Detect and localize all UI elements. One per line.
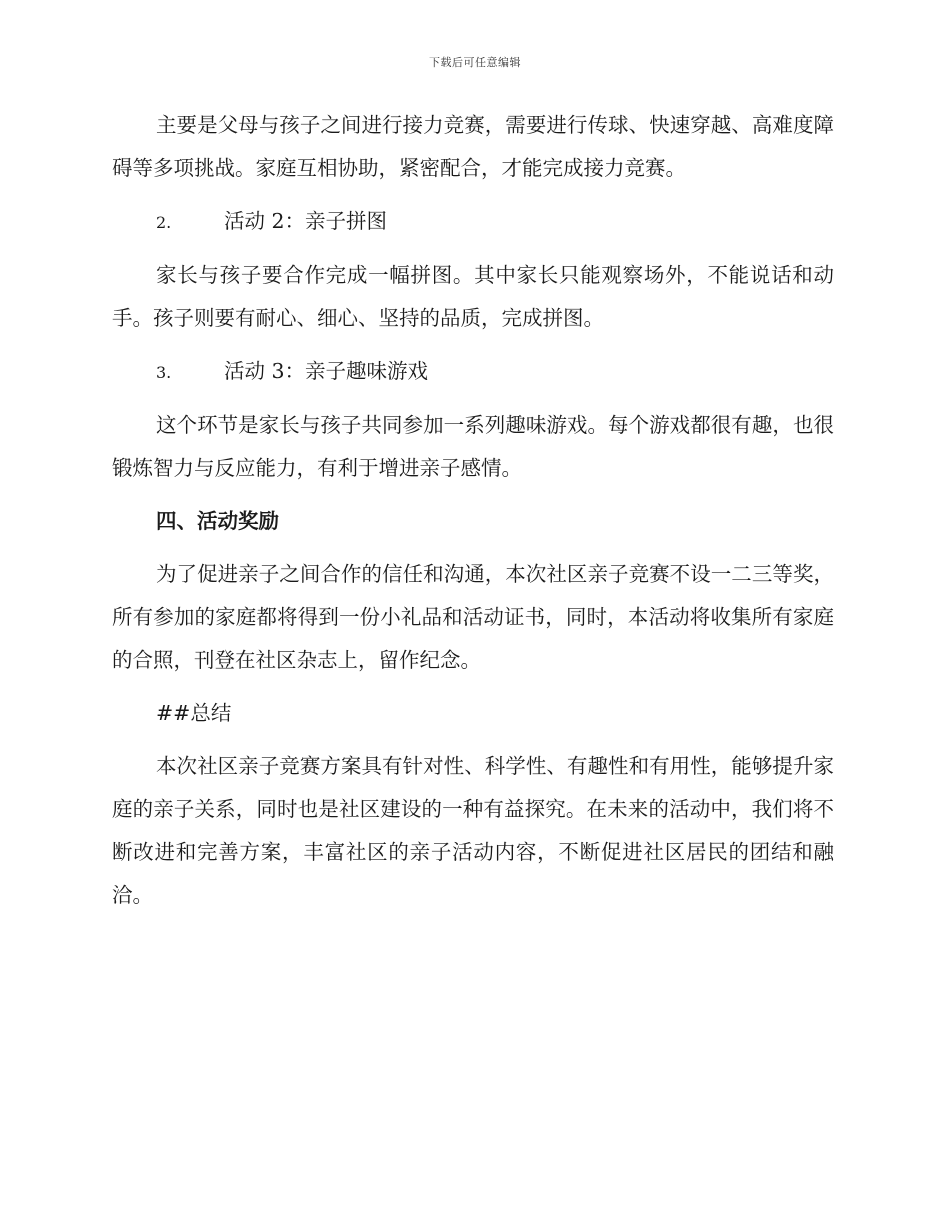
summary-heading: ##总结 — [156, 701, 232, 725]
paragraph-summary: 本次社区亲子竞赛方案具有针对性、科学性、有趣性和有用性，能够提升家庭的亲子关系，同时也是社区建设的一种有益探究。在未来的活动中，我们将不断改进和完善方案，丰富社区的亲子活动内容，不断促进社区居民的团结和融洽。 — [112, 754, 834, 907]
section-heading-rewards: 四、活动奖励 — [156, 509, 279, 533]
paragraph-games-description: 这个环节是家长与孩子共同参加一系列趣味游戏。每个游戏都很有趣，也很锻炼智力与反应能力，有利于增进亲子感情。 — [112, 413, 834, 480]
list-item-activity-3 — [112, 350, 834, 394]
list-item-title: 活动 3：亲子趣味游戏 — [224, 359, 429, 383]
page-header: 下载后可任意编辑 — [429, 56, 521, 69]
document-body — [112, 104, 834, 927]
paragraph-rewards: 为了促进亲子之间合作的信任和沟通，本次社区亲子竞赛不设一二三等奖，所有参加的家庭都将得到一份小礼品和活动证书，同时，本活动将收集所有家庭的合照，刊登在社区杂志上，留作纪念。 — [112, 562, 834, 672]
paragraph-puzzle-description: 家长与孩子要合作完成一幅拼图。其中家长只能观察场外，不能说话和动手。孩子则要有耐心、细心、坚持的品质，完成拼图。 — [112, 263, 834, 330]
list-item-activity-2 — [112, 200, 834, 244]
list-number: 2. — [156, 213, 172, 232]
list-item-title: 活动 2：亲子拼图 — [224, 209, 388, 233]
list-number: 3. — [156, 363, 172, 382]
paragraph-relay-description: 主要是父母与孩子之间进行接力竞赛，需要进行传球、快速穿越、高难度障碍等多项挑战。家庭互相协助，紧密配合，才能完成接力竞赛。 — [112, 113, 834, 180]
